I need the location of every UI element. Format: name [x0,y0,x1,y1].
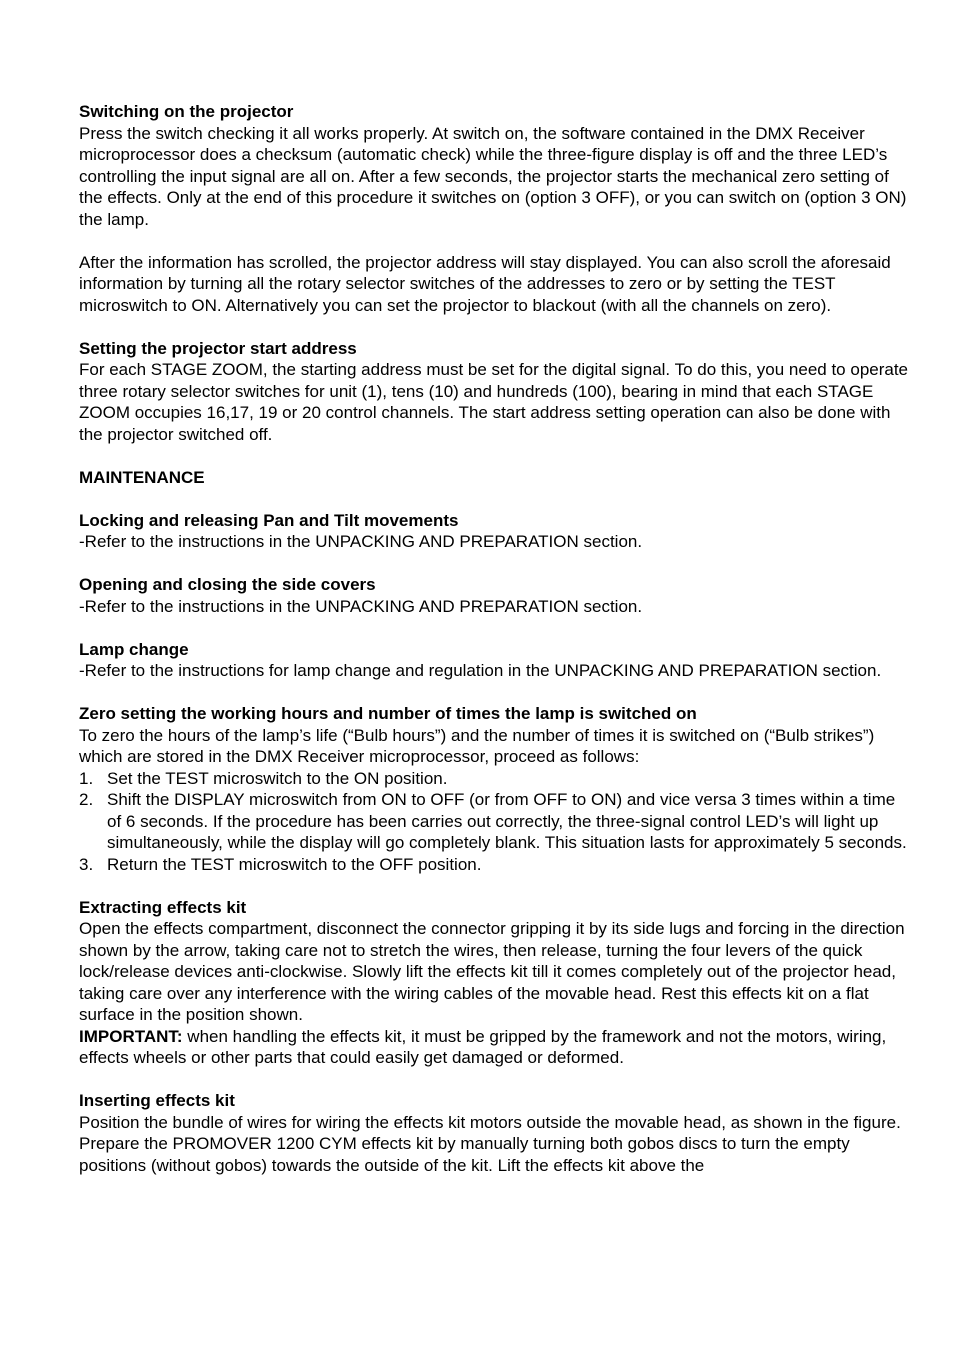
step-text: Set the TEST microswitch to the ON position. [107,768,448,788]
paragraph-covers: -Refer to the instructions in the UNPACKING AND PREPARATION section. [79,596,643,616]
paragraph-locking: -Refer to the instructions in the UNPACKING AND PREPARATION section. [79,532,643,551]
section-switching-on [79,101,914,230]
section-lamp-change [79,639,914,682]
step-number: 3. [79,854,94,874]
section-inserting [79,1090,914,1176]
heading-extracting: Extracting effects kit [79,897,247,917]
heading-zero-setting: Zero setting the working hours and number of times the lamp is switched on [79,704,697,723]
paragraph-switching-on: Press the switch checking it all works properly. At switch on, the software contained in the DMX Receiver microprocessor does a checksum (automatic check) while the three-figure display is off and the three LED’s controlling the input signal are all on. After a few seconds, the projector starts the mechanical zero setting of the effects. Only at the end of this procedure it switches on (option 3 OFF), or you can switch on (option 3 ON) the lamp. [79,123,907,229]
step-text: Return the TEST microswitch to the OFF position. [107,854,482,874]
heading-lamp-change: Lamp change [79,639,189,659]
zero-setting-steps [79,768,914,876]
list-item [79,789,914,854]
section-covers [79,574,914,617]
step-number: 2. [79,790,94,809]
step-number: 1. [79,768,94,788]
heading-start-address: Setting the projector start address [79,338,357,358]
list-item [79,854,914,876]
step-text: Shift the DISPLAY microswitch from ON to OFF (or from OFF to ON) and vice versa 3 times within a time of 6 seconds. If the procedure has been carries out correctly, the three-signal control LED’s will light up simultaneously, while the display will go completely blank. This situation lasts for approximately 5 seconds. [107,790,907,852]
paragraph-inserting: Position the bundle of wires for wiring the effects kit motors outside the movable head, as shown in the figure. Prepare the PROMOVER 1200 CYM effects kit by manually turning both gobos discs to turn the empty positions (without gobos) towards the outside of the kit. Lift the effects kit above the [79,1112,901,1175]
section-zero-setting [79,703,914,875]
paragraph-zero-setting: To zero the hours of the lamp’s life (“Bulb hours”) and the number of times it is switched on (“Bulb strikes”) which are stored in the DMX Receiver microprocessor, proceed as follows: [79,725,875,766]
heading-inserting: Inserting effects kit [79,1091,235,1110]
important-text: when handling the effects kit, it must be gripped by the framework and not the motors, wiring, effects wheels or other parts that could easily get damaged or deformed. [79,1026,887,1067]
paragraph-important [79,1026,914,1069]
section-start-address [79,338,914,446]
heading-locking: Locking and releasing Pan and Tilt movements [79,510,459,530]
section-extracting [79,897,914,1069]
section-switching-on-cont [79,252,914,317]
paragraph-start-address: For each STAGE ZOOM, the starting address must be set for the digital signal. To do this, you need to operate three rotary selector switches for unit (1), tens (10) and hundreds (100), bearing in mind that each STAGE ZOOM occupies 16,17, 19 or 20 control channels. The start address setting operation can also be done with the projector switched off. [79,360,909,444]
paragraph-extracting: Open the effects compartment, disconnect the connector gripping it by its side lugs and forcing in the direction shown by the arrow, taking care not to stretch the wires, then release, turning the four levers of the quick lock/release devices anti-clockwise. Slowly lift the effects kit till it comes completely out of the projector head, taking care over any interference with the wiring cables of the movable head. Rest this effects kit on a flat surface in the position shown. [79,919,905,1024]
heading-maintenance: MAINTENANCE [79,467,205,487]
paragraph-address-display: After the information has scrolled, the projector address will stay displayed. You can also scroll the aforesaid information by turning all the rotary selector switches of the addresses to zero or by setting the TEST microswitch to ON. Alternatively you can set the projector to blackout (with all the channels on zero). [79,252,891,315]
section-maintenance [79,467,914,489]
important-label: IMPORTANT: [79,1026,183,1046]
list-item [79,768,914,790]
heading-switching-on: Switching on the projector [79,102,294,121]
section-locking [79,510,914,553]
heading-covers: Opening and closing the side covers [79,575,376,594]
paragraph-lamp-change: -Refer to the instructions for lamp change and regulation in the UNPACKING AND PREPARATION section. [79,661,882,680]
